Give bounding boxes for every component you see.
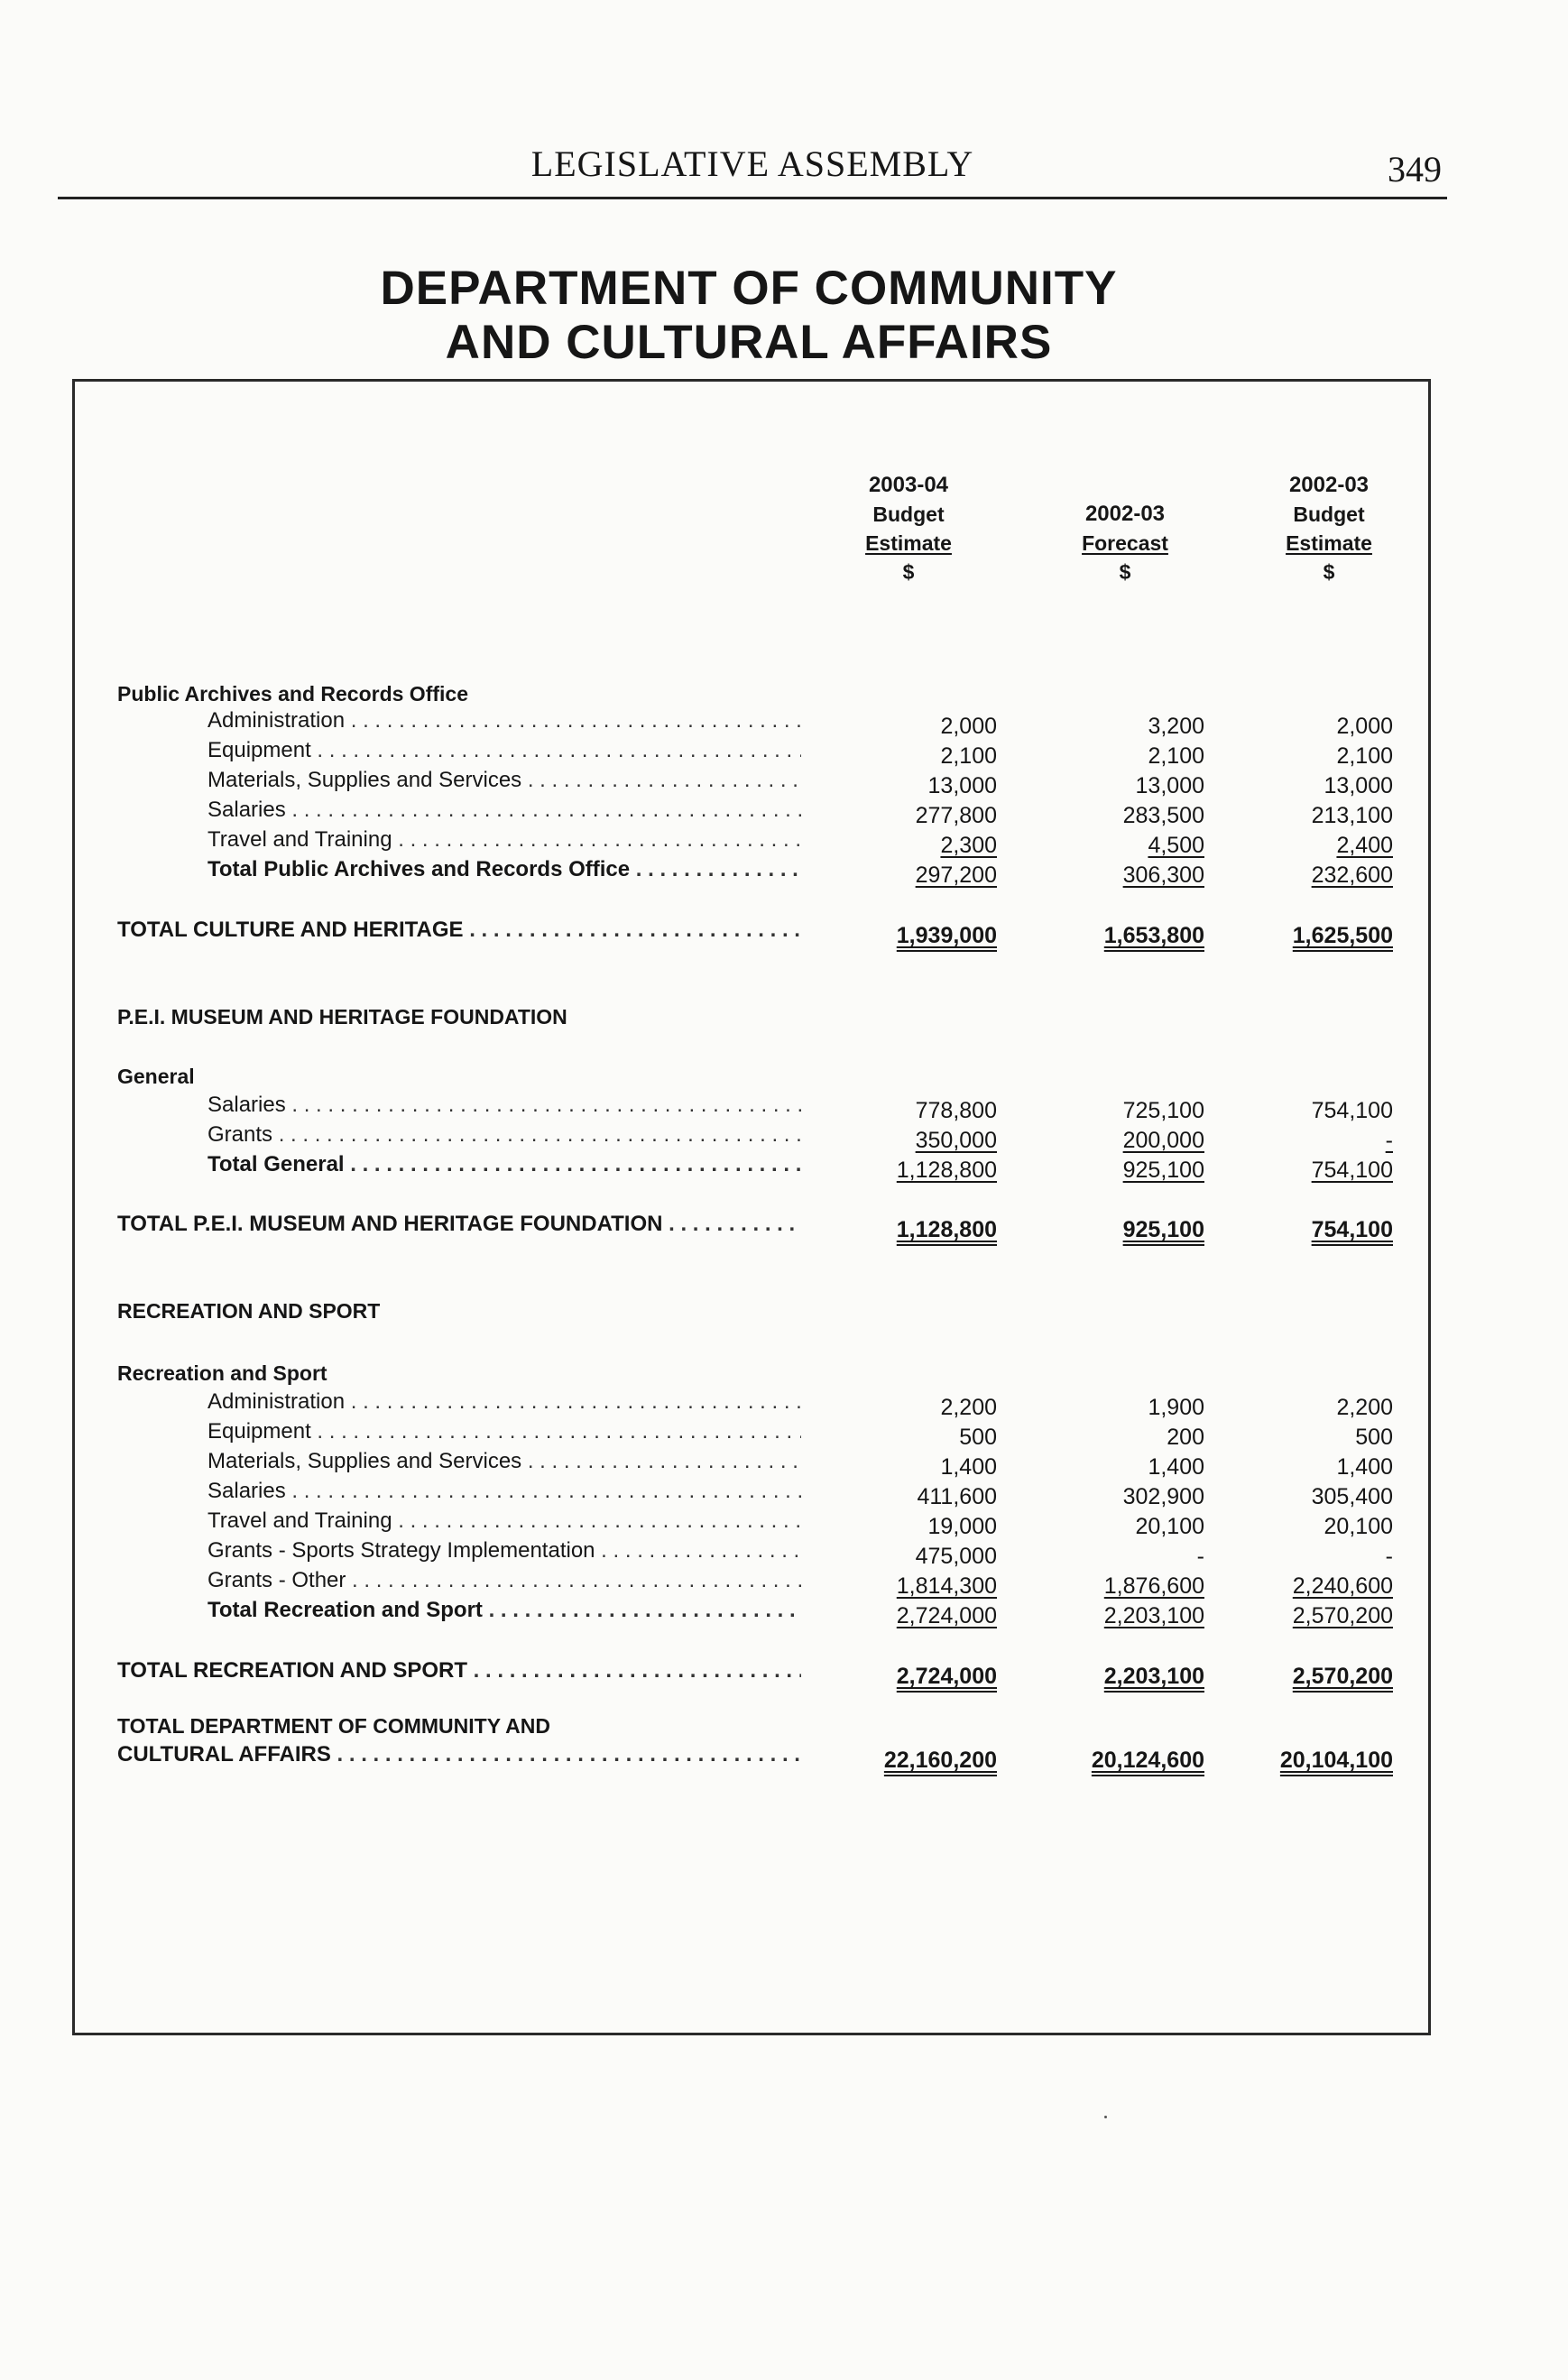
department-total-label-line-1: TOTAL DEPARTMENT OF COMMUNITY AND [117, 1714, 551, 1738]
column-unit: $ [902, 560, 915, 584]
cell-value: 2,300 [940, 833, 997, 858]
column-kind: Estimate [1286, 531, 1372, 555]
subsection-heading-recreation: Recreation and Sport [117, 1361, 327, 1385]
column-year: 2002-03 [1288, 473, 1370, 497]
column-type: Budget [872, 503, 945, 526]
column-header-budget-estimate-2002-03 [1239, 471, 1419, 586]
cell-value: 350,000 [915, 1128, 997, 1153]
cell-value: 1,400 [1148, 1454, 1204, 1480]
column-year: 2003-04 [868, 473, 949, 497]
department-total-label-line-2: CULTURAL AFFAIRS . . . [117, 1739, 801, 1770]
cell-grand-total: 1,653,800 [1103, 923, 1204, 948]
table-frame [72, 379, 1431, 2035]
cell-value: 13,000 [1324, 773, 1393, 798]
section-heading-archives: Public Archives and Records Office [117, 682, 468, 706]
cell-total: 297,200 [915, 863, 997, 888]
cell-value: 411,600 [917, 1484, 997, 1509]
cell-value: 305,400 [1311, 1484, 1393, 1509]
row-label: Equipment . . . [208, 735, 801, 766]
page-title-line-1: DEPARTMENT OF COMMUNITY [380, 262, 1118, 315]
column-kind: Forecast [1082, 531, 1168, 555]
cell-grand-total: 2,570,200 [1292, 1664, 1393, 1689]
cell-value: 277,800 [915, 803, 997, 828]
row-label-total: Total General . . . [208, 1149, 801, 1180]
cell-value: 2,240,600 [1292, 1573, 1393, 1599]
cell-value: 13,000 [927, 773, 997, 798]
cell-grand-total: 754,100 [1311, 1217, 1393, 1242]
row-label-grand-total: TOTAL P.E.I. MUSEUM AND HERITAGE FOUNDATION . . . [117, 1209, 801, 1240]
row-label-grand-total: TOTAL CULTURE AND HERITAGE . . . [117, 915, 801, 946]
cell-value: 778,800 [915, 1098, 997, 1123]
cell-value: 754,100 [1311, 1098, 1393, 1123]
cell-value: 500 [1355, 1425, 1393, 1450]
cell-department-total: 20,104,100 [1279, 1748, 1393, 1773]
row-label: Materials, Supplies and Services . . . [208, 765, 801, 796]
cell-value: - [1385, 1128, 1393, 1153]
column-unit: $ [1323, 560, 1335, 584]
cell-department-total: 20,124,600 [1091, 1748, 1204, 1773]
cell-value: 200 [1167, 1425, 1204, 1450]
row-label: Travel and Training . . . [208, 825, 801, 855]
cell-value: 200,000 [1122, 1128, 1204, 1153]
row-label: Grants . . . [208, 1120, 801, 1150]
section-heading-museum: P.E.I. MUSEUM AND HERITAGE FOUNDATION [117, 1005, 567, 1029]
cell-total: 2,570,200 [1292, 1603, 1393, 1628]
cell-value: 1,400 [940, 1454, 997, 1480]
cell-value: 2,100 [940, 743, 997, 769]
row-label: Administration . . . [208, 706, 801, 736]
cell-value: 2,000 [940, 714, 997, 739]
cell-value: 213,100 [1311, 803, 1393, 828]
row-label: Grants - Other . . . [208, 1565, 801, 1596]
cell-value: 2,100 [1148, 743, 1204, 769]
cell-value: 2,000 [1336, 714, 1393, 739]
cell-value: 2,200 [1336, 1395, 1393, 1420]
cell-value: 283,500 [1122, 803, 1204, 828]
cell-value: - [1196, 1544, 1204, 1569]
subsection-heading-general: General [117, 1065, 195, 1088]
cell-value: 2,100 [1336, 743, 1393, 769]
cell-value: - [1385, 1544, 1393, 1569]
cell-grand-total: 925,100 [1122, 1217, 1204, 1242]
row-label: Equipment . . . [208, 1416, 801, 1447]
page-number: 349 [1388, 149, 1442, 189]
cell-total: 1,128,800 [896, 1158, 997, 1183]
cell-total: 754,100 [1311, 1158, 1393, 1183]
cell-total: 306,300 [1122, 863, 1204, 888]
cell-total: 925,100 [1122, 1158, 1204, 1183]
row-label: Salaries . . . [208, 795, 801, 826]
cell-grand-total: 2,724,000 [896, 1664, 997, 1689]
cell-department-total: 22,160,200 [883, 1748, 997, 1773]
cell-value: 3,200 [1148, 714, 1204, 739]
cell-value: 4,500 [1148, 833, 1204, 858]
column-type: Budget [1293, 503, 1365, 526]
row-label-grand-total: TOTAL RECREATION AND SPORT . . . [117, 1656, 801, 1686]
cell-value: 1,400 [1336, 1454, 1393, 1480]
column-header-budget-estimate-2003-04 [818, 471, 999, 586]
cell-total: 2,724,000 [896, 1603, 997, 1628]
row-label: Salaries . . . [208, 1476, 801, 1507]
cell-value: 20,100 [1135, 1514, 1204, 1539]
cell-value: 302,900 [1122, 1484, 1204, 1509]
cell-grand-total: 1,939,000 [896, 923, 997, 948]
row-label: Materials, Supplies and Services . . . [208, 1446, 801, 1477]
cell-value: 2,200 [940, 1395, 997, 1420]
row-label-total: Total Public Archives and Records Office . . . [208, 854, 801, 885]
column-unit: $ [1119, 560, 1131, 584]
column-header-forecast-2002-03 [1035, 500, 1215, 586]
cell-value: 2,400 [1336, 833, 1393, 858]
row-label-total: Total Recreation and Sport . . . [208, 1595, 801, 1626]
cell-grand-total: 1,625,500 [1292, 923, 1393, 948]
cell-value: 725,100 [1122, 1098, 1204, 1123]
cell-value: 1,814,300 [896, 1573, 997, 1599]
page-title-line-2: AND CULTURAL AFFAIRS [445, 316, 1053, 369]
scan-speck [1104, 2116, 1107, 2118]
row-label: Grants - Sports Strategy Implementation . . . [208, 1536, 801, 1566]
cell-grand-total: 2,203,100 [1103, 1664, 1204, 1689]
cell-total: 232,600 [1311, 863, 1393, 888]
cell-total: 2,203,100 [1103, 1603, 1204, 1628]
cell-value: 1,900 [1148, 1395, 1204, 1420]
row-label: Salaries . . . [208, 1090, 801, 1121]
cell-value: 19,000 [927, 1514, 997, 1539]
cell-value: 20,100 [1324, 1514, 1393, 1539]
row-label: Travel and Training . . . [208, 1506, 801, 1536]
cell-value: 13,000 [1135, 773, 1204, 798]
row-label: Administration . . . [208, 1387, 801, 1417]
cell-value: 500 [959, 1425, 997, 1450]
section-heading-recreation: RECREATION AND SPORT [117, 1299, 381, 1323]
running-head-title: LEGISLATIVE ASSEMBLY [530, 143, 974, 184]
running-head [58, 143, 1447, 199]
cell-grand-total: 1,128,800 [896, 1217, 997, 1242]
column-year: 2002-03 [1084, 502, 1166, 526]
cell-value: 475,000 [915, 1544, 997, 1569]
column-kind: Estimate [865, 531, 952, 555]
cell-value: 1,876,600 [1103, 1573, 1204, 1599]
